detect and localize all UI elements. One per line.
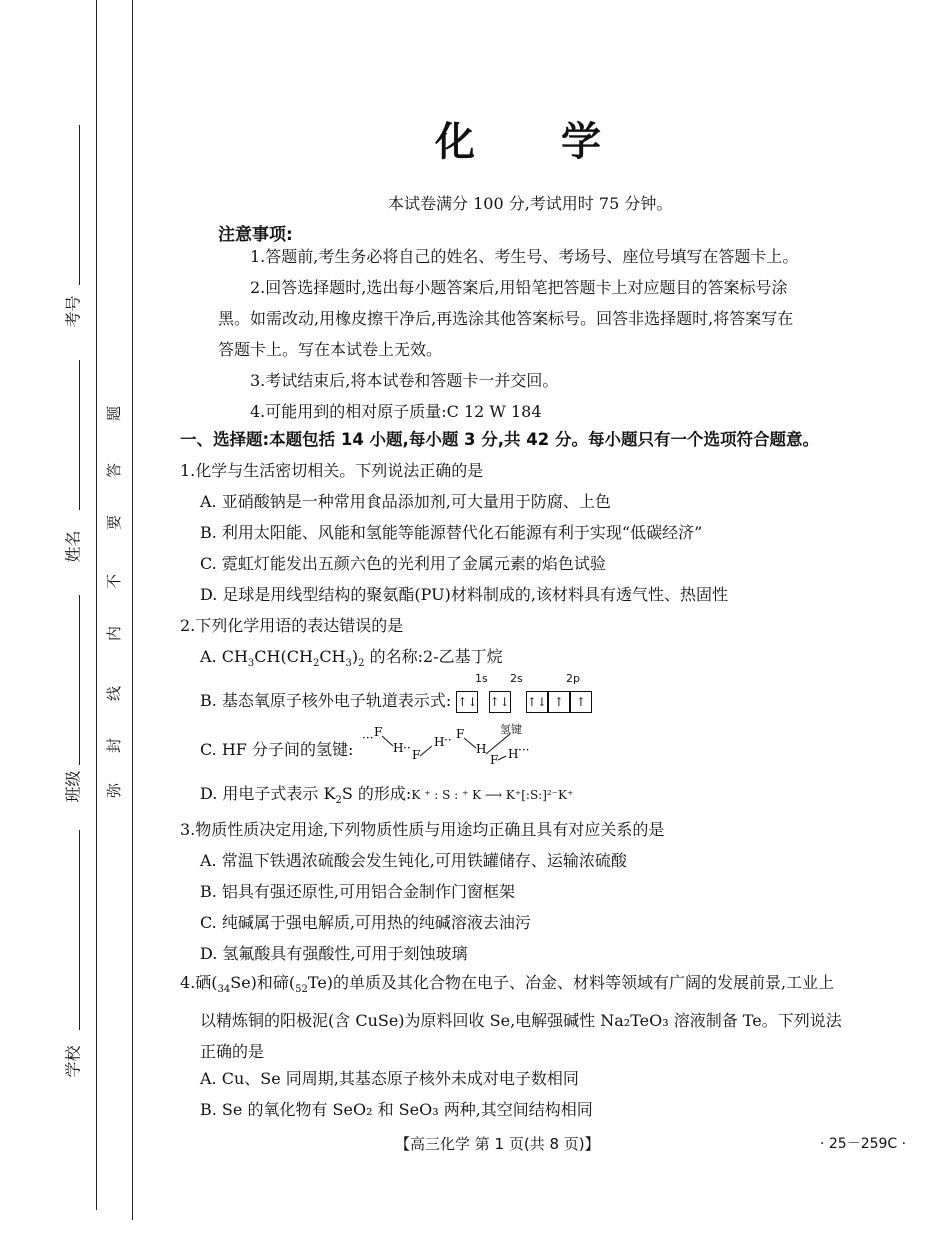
question-4-line: 以精炼铜的阳极泥(含 CuSe)为原料回收 Se,电解强碱性 Na₂TeO₃ 溶液制备 Te。下列说法 [200, 1011, 842, 1031]
class-label: 班级 [63, 770, 83, 803]
question-1-option-a: A. 亚硝酸钠是一种常用食品添加剂,可大量用于防腐、上色 [200, 492, 611, 511]
seal-char: 封 [105, 737, 124, 754]
question-2-option-b [200, 688, 592, 713]
question-1-stem: 1.化学与生活密切相关。下列说法正确的是 [180, 461, 484, 480]
question-1-option-d: D. 足球是用线型结构的聚氨酯(PU)材料制成的,该材料具有透气性、热固性 [200, 585, 728, 604]
svg-text:··: ·· [444, 733, 452, 747]
hbond-label: 氢键 [500, 723, 522, 736]
svg-text:···: ··· [518, 743, 530, 757]
question-2-option-b-text: B. 基态氧原子核外电子轨道表示式: [200, 691, 452, 710]
question-2-option-c: C. HF 分子间的氢键: [200, 740, 354, 759]
electron-formula: K ⁺ : S : ⁺ K ⟶ K⁺[:S:]²⁻K⁺ [411, 788, 574, 802]
orbital-2p-label: 2p [566, 672, 580, 685]
notice-item: 黑。如需改动,用橡皮擦干净后,再选涂其他答案标号。回答非选择题时,将答案写在 [218, 309, 794, 328]
notice-item: 1.答题前,考生务必将自己的姓名、考生号、考场号、座位号填写在答题卡上。 [250, 247, 799, 266]
question-3-option-b: B. 铝具有强还原性,可用铝合金制作门窗框架 [200, 882, 516, 901]
question-2-option-a: A. $CH_3CH(CH_2CH_3)_2$ 的名称:2-乙基丁烷 [200, 647, 503, 670]
svg-text:H: H [393, 741, 404, 755]
question-2-option-a-text: 的名称:2-乙基丁烷 [364, 647, 503, 666]
page-footer: 【高三化学 第 1 页(共 8 页)】 [395, 1135, 600, 1153]
school-rule [79, 830, 80, 1030]
exam-info: 本试卷满分 100 分,考试用时 75 分钟。 [388, 194, 673, 213]
question-3-option-c: C. 纯碱属于强电解质,可用热的纯碱溶液去油污 [200, 913, 531, 932]
exam-no-label: 考号 [63, 295, 83, 328]
school-label: 学校 [63, 1045, 83, 1078]
name-label: 姓名 [63, 530, 83, 563]
seal-char: 弥 [105, 782, 124, 799]
orbital-1s-box: ↑↓ [456, 691, 478, 713]
question-4-stem [180, 967, 900, 1067]
seal-char: 要 [105, 514, 124, 531]
svg-text:H: H [434, 735, 445, 749]
question-3-option-d: D. 氢氟酸具有强酸性,可用于刻蚀玻璃 [200, 944, 468, 963]
seal-char: 题 [105, 405, 124, 422]
question-3-option-a: A. 常温下铁遇浓硫酸会发生钝化,可用铁罐储存、运输浓硫酸 [200, 851, 627, 870]
page-title: 化学 [435, 119, 687, 165]
svg-text:H: H [476, 742, 487, 756]
question-4-line: 正确的是 [200, 1042, 265, 1062]
orbital-1s-label: 1s [475, 672, 488, 685]
question-3-stem: 3.物质性质决定用途,下列物质性质与用途均正确且具有对应关系的是 [180, 820, 665, 839]
question-2-option-d-text: D. 用电子式表示 K [200, 784, 336, 803]
question-2-option-d-suffix: S 的形成: [341, 784, 412, 803]
question-2-option-d: D. 用电子式表示 $K_2S$ 的形成:K ⁺ : S : ⁺ K ⟶ K⁺[:S:]²⁻K⁺ [200, 784, 574, 807]
question-1-option-b: B. 利用太阳能、风能和氢能等能源替代化石能源有利于实现“低碳经济” [200, 523, 703, 542]
seal-char: 不 [105, 573, 124, 590]
orbital-2p-box: ↑ [570, 691, 592, 713]
question-4-option-a: A. Cu、Se 同周期,其基态原子核外未成对电子数相同 [200, 1069, 579, 1088]
notice-item: 答题卡上。写在本试卷上无效。 [218, 340, 443, 359]
section-heading: 一、选择题:本题包括 14 小题,每小题 3 分,共 42 分。每小题只有一个选项符合题意。 [180, 430, 820, 449]
binding-line-outer [96, 0, 97, 1210]
seal-char: 答 [105, 462, 124, 479]
svg-text:F: F [456, 727, 465, 741]
name-rule [79, 360, 80, 510]
svg-text:F: F [412, 748, 421, 762]
class-rule [79, 595, 80, 765]
question-1-option-c: C. 霓虹灯能发出五颜六色的光利用了金属元素的焰色试验 [200, 554, 606, 573]
orbital-2p-box: ↑ [548, 691, 570, 713]
question-4-line: 4.硒$(_{34}Se)$和碲$(_{52}Te)$的单质及其化合物在电子、冶金、材料等领域有广阔的发展前景,工业上 [180, 973, 835, 996]
notice-item: 4.可能用到的相对原子质量:C 12 W 184 [250, 402, 542, 421]
svg-text:··: ·· [403, 741, 411, 755]
question-4-option-b: B. Se 的氧化物有 SeO₂ 和 SeO₃ 两种,其空间结构相同 [200, 1100, 593, 1119]
svg-text:H: H [508, 747, 519, 761]
seal-char: 线 [105, 685, 124, 702]
seal-char: 内 [105, 625, 124, 642]
svg-text:F: F [374, 725, 383, 739]
orbital-2s-label: 2s [510, 672, 523, 685]
notice-heading: 注意事项: [218, 225, 293, 245]
paper-code: · 25－259C · [820, 1136, 907, 1152]
orbital-2p-box: ↑↓ [526, 691, 548, 713]
notice-list [218, 241, 878, 427]
question-2-stem: 2.下列化学用语的表达错误的是 [180, 616, 404, 635]
notice-item: 3.考试结束后,将本试卷和答题卡一并交回。 [250, 371, 559, 390]
svg-text:F: F [490, 753, 499, 767]
orbital-2s-box: ↑↓ [489, 691, 511, 713]
notice-item: 2.回答选择题时,选出每小题答案后,用铅笔把答题卡上对应题目的答案标号涂 [250, 278, 788, 297]
binding-line-inner [132, 0, 133, 1220]
hbond-dots: ··· [362, 731, 374, 745]
